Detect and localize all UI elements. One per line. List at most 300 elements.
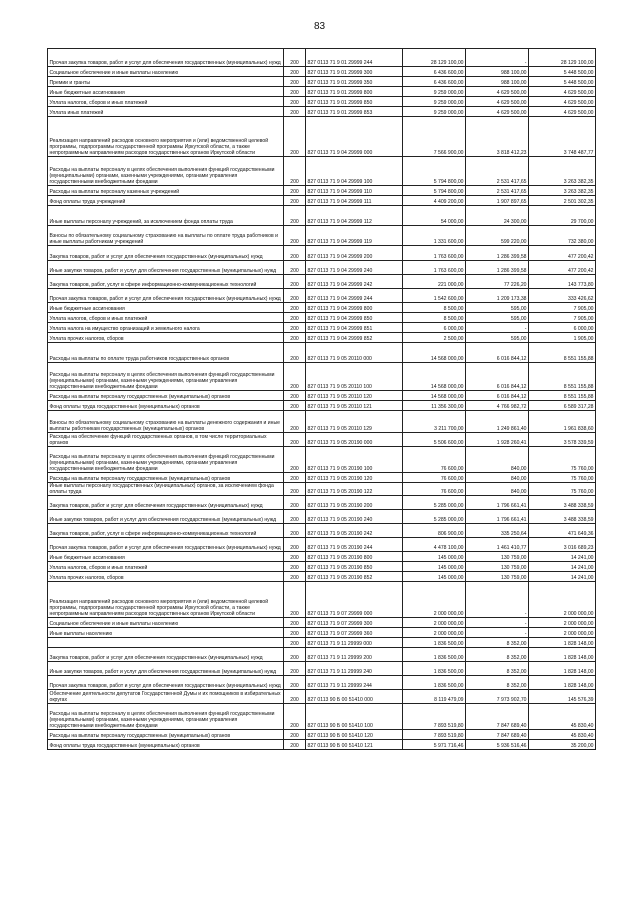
admin-code: 200	[284, 562, 306, 572]
approved-amount: 9 259 000,00	[403, 97, 466, 107]
budget-item-name: Прочая закупка товаров, работ и услуг для обеспечения государственных (муниципальных) нужд	[48, 289, 284, 303]
admin-code: 200	[284, 524, 306, 538]
admin-code: 200	[284, 343, 306, 363]
table-row	[48, 662, 596, 676]
budget-item-name: Иные выплаты населению	[48, 628, 284, 638]
unexecuted-amount: 6 589 317,28	[529, 401, 596, 411]
unexecuted-amount: 8 551 155,88	[529, 363, 596, 391]
approved-amount: 8 119 479,09	[403, 690, 466, 704]
executed-amount: 8 352,00	[466, 662, 529, 676]
approved-amount: 5 506 600,00	[403, 433, 466, 447]
table-row	[48, 704, 596, 730]
unexecuted-amount: 8 551 155,88	[529, 391, 596, 401]
budget-item-name: Уплата иных платежей	[48, 107, 284, 117]
unexecuted-amount: 1 828 148,00	[529, 648, 596, 662]
executed-amount: 130 759,00	[466, 552, 529, 562]
executed-amount: 2 531 417,65	[466, 186, 529, 196]
table-row	[48, 676, 596, 690]
admin-code: 200	[284, 391, 306, 401]
executed-amount: 77 226,20	[466, 275, 529, 289]
budget-classification-code: 827 0113 71 9 04 29999 110	[306, 186, 403, 196]
approved-amount: 5 971 716,46	[403, 740, 466, 750]
table-row	[48, 638, 596, 648]
budget-classification-code: 827 0113 71 9 11 29999 240	[306, 662, 403, 676]
page-number: 83	[313, 21, 326, 32]
executed-amount: 2 531 417,65	[466, 157, 529, 186]
approved-amount: 5 794 800,00	[403, 157, 466, 186]
approved-amount: 2 000 000,00	[403, 618, 466, 628]
budget-classification-code: 827 0113 71 9 05 20110 129	[306, 411, 403, 433]
table-row	[48, 740, 596, 750]
unexecuted-amount: 4 629 500,00	[529, 107, 596, 117]
budget-item-name: Расходы на выплаты персоналу в целях обеспечения выполнения функций государственными (муниципальными) органами, казенными учреждениями, органами управления государственными внебюджетными фондами	[48, 447, 284, 473]
budget-classification-code: 827 0113 71 9 05 20190 800	[306, 552, 403, 562]
executed-amount: 8 352,00	[466, 648, 529, 662]
table-row	[48, 538, 596, 552]
executed-amount: -	[466, 323, 529, 333]
budget-classification-code: 827 0113 71 9 05 20190 100	[306, 447, 403, 473]
budget-classification-code: 827 0113 71 9 04 29999 242	[306, 275, 403, 289]
budget-item-name: Реализация направлений расходов основного мероприятия и (или) ведомственной целевой программы, подпрограммы государственной программы Иркутской области, а также непрограммным направлениям расходов государственных органов Иркутской области	[48, 117, 284, 157]
budget-classification-code: 827 0113 71 9 04 29999 852	[306, 333, 403, 343]
approved-amount: 76 600,00	[403, 447, 466, 473]
unexecuted-amount: 45 830,40	[529, 704, 596, 730]
unexecuted-amount: 28 129 100,00	[529, 49, 596, 67]
budget-item-name: Уплата налога на имущество организаций и земельного налога	[48, 323, 284, 333]
table-row	[48, 67, 596, 77]
admin-code: 200	[284, 107, 306, 117]
executed-amount: -	[466, 628, 529, 638]
table-row	[48, 275, 596, 289]
budget-item-name: Фонд оплаты труда учреждений	[48, 196, 284, 206]
executed-amount: 7 847 689,40	[466, 730, 529, 740]
budget-item-name: Иные закупки товаров, работ и услуг для обеспечения государственных (муниципальных) нужд	[48, 662, 284, 676]
budget-classification-code: 827 0113 71 9 01 29999 800	[306, 87, 403, 97]
budget-item-name: Закупка товаров, работ, услуг в сфере информационно-коммуникационных технологий	[48, 524, 284, 538]
table-row	[48, 186, 596, 196]
unexecuted-amount: 3 263 382,35	[529, 157, 596, 186]
approved-amount: 54 000,00	[403, 206, 466, 226]
table-row	[48, 648, 596, 662]
unexecuted-amount: 14 241,00	[529, 552, 596, 562]
admin-code: 200	[284, 226, 306, 246]
approved-amount: 806 900,00	[403, 524, 466, 538]
budget-item-name: Прочая закупка товаров, работ и услуг для обеспечения государственных (муниципальных) нужд	[48, 676, 284, 690]
admin-code: 200	[284, 275, 306, 289]
budget-item-name: Реализация направлений расходов основного мероприятия и (или) ведомственной целевой программы, подпрограммы государственной программы Иркутской области, а также непрограммным направлениям расходов государственных органов Иркутской области	[48, 582, 284, 618]
unexecuted-amount: 6 000,00	[529, 323, 596, 333]
unexecuted-amount: 333 426,62	[529, 289, 596, 303]
admin-code: 200	[284, 628, 306, 638]
admin-code: 200	[284, 510, 306, 524]
executed-amount: 1 796 661,41	[466, 510, 529, 524]
table-row	[48, 289, 596, 303]
approved-amount: 7 893 519,80	[403, 704, 466, 730]
unexecuted-amount: 5 448 500,00	[529, 67, 596, 77]
executed-amount: 7 847 689,40	[466, 704, 529, 730]
approved-amount: 6 436 600,00	[403, 77, 466, 87]
admin-code: 200	[284, 496, 306, 510]
table-row	[48, 49, 596, 67]
table-row	[48, 343, 596, 363]
executed-amount: 1 907 897,65	[466, 196, 529, 206]
unexecuted-amount: 2 000 000,00	[529, 582, 596, 618]
budget-item-name: Расходы на выплаты персоналу в целях обеспечения выполнения функций государственными (муниципальными) органами, казенными учреждениями, органами управления государственными внебюджетными фондами	[48, 157, 284, 186]
budget-item-name	[48, 638, 284, 648]
admin-code: 200	[284, 618, 306, 628]
approved-amount: 8 500,00	[403, 313, 466, 323]
table-row	[48, 303, 596, 313]
approved-amount: 14 568 000,00	[403, 343, 466, 363]
admin-code: 200	[284, 730, 306, 740]
executed-amount: -	[466, 618, 529, 628]
unexecuted-amount: 7 905,00	[529, 303, 596, 313]
executed-amount: 4 629 500,00	[466, 87, 529, 97]
table-row	[48, 107, 596, 117]
unexecuted-amount: 477 200,42	[529, 261, 596, 275]
unexecuted-amount: 5 448 500,00	[529, 77, 596, 87]
executed-amount: 1 209 173,38	[466, 289, 529, 303]
approved-amount: 4 478 100,00	[403, 538, 466, 552]
budget-item-name: Уплата налогов, сборов и иных платежей	[48, 562, 284, 572]
executed-amount: 6 016 844,12	[466, 343, 529, 363]
table-row	[48, 323, 596, 333]
approved-amount: 145 000,00	[403, 562, 466, 572]
budget-item-name: Иные закупки товаров, работ и услуг для обеспечения государственных (муниципальных) нужд	[48, 261, 284, 275]
approved-amount: 1 836 500,00	[403, 676, 466, 690]
budget-classification-code: 827 0113 71 9 07 29999 360	[306, 628, 403, 638]
admin-code: 200	[284, 433, 306, 447]
table-row	[48, 196, 596, 206]
budget-classification-code: 827 0113 71 9 04 29999 244	[306, 289, 403, 303]
budget-classification-code: 827 0113 71 9 05 20190 120	[306, 473, 403, 483]
admin-code: 200	[284, 87, 306, 97]
budget-classification-code: 827 0113 71 9 04 29999 850	[306, 313, 403, 323]
unexecuted-amount: 8 551 155,88	[529, 343, 596, 363]
admin-code: 200	[284, 323, 306, 333]
unexecuted-amount: 3 488 338,59	[529, 510, 596, 524]
approved-amount: 5 285 000,00	[403, 510, 466, 524]
table-row	[48, 473, 596, 483]
table-row	[48, 447, 596, 473]
approved-amount: 1 763 600,00	[403, 261, 466, 275]
table-row	[48, 401, 596, 411]
executed-amount: 24 300,00	[466, 206, 529, 226]
budget-item-name: Социальное обеспечение и иные выплаты населению	[48, 67, 284, 77]
table-row	[48, 97, 596, 107]
table-row	[48, 618, 596, 628]
budget-item-name: Премии и гранты	[48, 77, 284, 87]
budget-classification-code: 827 0113 71 9 01 29999 244	[306, 49, 403, 67]
unexecuted-amount: 75 760,00	[529, 447, 596, 473]
budget-item-name: Иные выплаты персоналу государственных (муниципальных) органов, за исключением фонда оплаты труда	[48, 483, 284, 496]
table-row	[48, 582, 596, 618]
table-row	[48, 226, 596, 246]
budget-classification-code: 827 0113 71 9 11 29999 244	[306, 676, 403, 690]
executed-amount: 130 759,00	[466, 572, 529, 582]
budget-item-name: Расходы на выплаты персоналу государственных (муниципальных) органов	[48, 730, 284, 740]
budget-item-name: Социальное обеспечение и иные выплаты населению	[48, 618, 284, 628]
budget-item-name: Взносы по обязательному социальному страхованию на выплаты по оплате труда работников и иные выплаты работникам учреждений	[48, 226, 284, 246]
admin-code: 200	[284, 552, 306, 562]
admin-code: 200	[284, 582, 306, 618]
table-row	[48, 261, 596, 275]
budget-classification-code: 827 0113 71 9 04 29999 000	[306, 117, 403, 157]
approved-amount: 9 259 000,00	[403, 87, 466, 97]
budget-item-name: Обеспечение деятельности депутатов Государственной Думы и их помощников в избирательных округах	[48, 690, 284, 704]
executed-amount: 599 220,00	[466, 226, 529, 246]
approved-amount: 1 836 500,00	[403, 662, 466, 676]
unexecuted-amount: 45 830,40	[529, 730, 596, 740]
budget-item-name: Расходы на выплаты персоналу казенных учреждений	[48, 186, 284, 196]
table-row	[48, 562, 596, 572]
admin-code: 200	[284, 690, 306, 704]
executed-amount: 1 461 410,77	[466, 538, 529, 552]
executed-amount: 1 286 399,58	[466, 261, 529, 275]
admin-code: 200	[284, 538, 306, 552]
admin-code: 200	[284, 246, 306, 261]
budget-classification-code: 827 0113 71 9 04 29999 800	[306, 303, 403, 313]
table-row	[48, 411, 596, 433]
approved-amount: 11 356 300,00	[403, 401, 466, 411]
unexecuted-amount: 1 828 148,00	[529, 676, 596, 690]
table-row	[48, 628, 596, 638]
budget-item-name: Расходы на выплаты по оплате труда работников государственных органов	[48, 343, 284, 363]
unexecuted-amount: 29 700,00	[529, 206, 596, 226]
executed-amount: 1 249 861,40	[466, 411, 529, 433]
approved-amount: 9 259 000,00	[403, 107, 466, 117]
admin-code: 200	[284, 67, 306, 77]
approved-amount: 1 542 600,00	[403, 289, 466, 303]
table-row	[48, 117, 596, 157]
approved-amount: 76 600,00	[403, 483, 466, 496]
budget-item-name: Фонд оплаты труда государственных (муниципальных) органов	[48, 401, 284, 411]
budget-item-name: Уплата прочих налогов, сборов	[48, 333, 284, 343]
executed-amount: -	[466, 582, 529, 618]
table-row	[48, 524, 596, 538]
budget-classification-code: 827 0113 71 9 04 29999 240	[306, 261, 403, 275]
budget-classification-code: 827 0113 71 9 05 20190 240	[306, 510, 403, 524]
budget-classification-code: 827 0113 71 9 01 29999 850	[306, 97, 403, 107]
unexecuted-amount: 2 501 302,35	[529, 196, 596, 206]
budget-classification-code: 827 0113 71 9 05 20190 850	[306, 562, 403, 572]
budget-item-name: Иные бюджетные ассигнования	[48, 552, 284, 562]
approved-amount: 2 000 000,00	[403, 582, 466, 618]
executed-amount: 4 629 500,00	[466, 97, 529, 107]
budget-classification-code: 827 0113 71 9 05 20110 120	[306, 391, 403, 401]
budget-classification-code: 827 0113 71 9 01 29999 350	[306, 77, 403, 87]
table-row	[48, 246, 596, 261]
approved-amount: 145 000,00	[403, 552, 466, 562]
budget-classification-code: 827 0113 71 9 05 20190 242	[306, 524, 403, 538]
budget-classification-code: 827 0113 71 9 05 20190 122	[306, 483, 403, 496]
admin-code: 200	[284, 186, 306, 196]
approved-amount: 76 600,00	[403, 473, 466, 483]
admin-code: 200	[284, 572, 306, 582]
budget-classification-code: 827 0113 71 9 07 29999 000	[306, 582, 403, 618]
admin-code: 200	[284, 676, 306, 690]
executed-amount: 335 250,64	[466, 524, 529, 538]
admin-code: 200	[284, 363, 306, 391]
executed-amount: 988 100,00	[466, 77, 529, 87]
executed-amount: 6 016 844,12	[466, 363, 529, 391]
table-row	[48, 333, 596, 343]
executed-amount: 8 352,00	[466, 676, 529, 690]
executed-amount: 840,00	[466, 473, 529, 483]
executed-amount: -	[466, 49, 529, 67]
admin-code: 200	[284, 333, 306, 343]
admin-code: 200	[284, 662, 306, 676]
admin-code: 200	[284, 303, 306, 313]
executed-amount: 840,00	[466, 447, 529, 473]
unexecuted-amount: 732 380,00	[529, 226, 596, 246]
approved-amount: 3 211 700,00	[403, 411, 466, 433]
budget-classification-code: 827 0113 71 9 05 20110 121	[306, 401, 403, 411]
table-row	[48, 157, 596, 186]
unexecuted-amount: 14 241,00	[529, 562, 596, 572]
budget-classification-code: 827 0113 71 9 04 29999 851	[306, 323, 403, 333]
table-row	[48, 510, 596, 524]
budget-classification-code: 827 0113 90 Б 00 51410 120	[306, 730, 403, 740]
approved-amount: 14 568 000,00	[403, 363, 466, 391]
unexecuted-amount: 1 828 148,00	[529, 638, 596, 648]
executed-amount: 595,00	[466, 303, 529, 313]
unexecuted-amount: 1 828 148,00	[529, 662, 596, 676]
approved-amount: 8 500,00	[403, 303, 466, 313]
admin-code: 200	[284, 473, 306, 483]
executed-amount: 1 286 399,58	[466, 246, 529, 261]
admin-code: 200	[284, 117, 306, 157]
budget-classification-code: 827 0113 71 9 01 29999 853	[306, 107, 403, 117]
budget-item-name: Расходы на выплаты персоналу государственных (муниципальных) органов	[48, 391, 284, 401]
budget-classification-code: 827 0113 71 9 05 20190 852	[306, 572, 403, 582]
executed-amount: 840,00	[466, 483, 529, 496]
table-row	[48, 572, 596, 582]
budget-classification-code: 827 0113 71 9 05 20110 000	[306, 343, 403, 363]
budget-classification-code: 827 0113 71 9 04 29999 100	[306, 157, 403, 186]
admin-code: 200	[284, 411, 306, 433]
table-row	[48, 730, 596, 740]
executed-amount: 3 818 412,23	[466, 117, 529, 157]
table-row	[48, 206, 596, 226]
unexecuted-amount: 75 760,00	[529, 483, 596, 496]
admin-code: 200	[284, 401, 306, 411]
executed-amount: 4 766 982,72	[466, 401, 529, 411]
budget-classification-code: 827 0113 90 Б 00 51410 000	[306, 690, 403, 704]
unexecuted-amount: 471 649,36	[529, 524, 596, 538]
budget-execution-table	[47, 48, 596, 750]
budget-classification-code: 827 0113 71 9 07 29999 300	[306, 618, 403, 628]
budget-classification-code: 827 0113 71 9 01 29999 300	[306, 67, 403, 77]
executed-amount: 8 352,00	[466, 638, 529, 648]
approved-amount: 2 500,00	[403, 333, 466, 343]
executed-amount: 5 936 516,46	[466, 740, 529, 750]
budget-item-name: Закупка товаров, работ и услуг для обеспечения государственных (муниципальных) нужд	[48, 246, 284, 261]
budget-item-name: Уплата налогов, сборов и иных платежей	[48, 313, 284, 323]
approved-amount: 221 000,00	[403, 275, 466, 289]
budget-classification-code: 827 0113 71 9 04 29999 119	[306, 226, 403, 246]
budget-item-name: Уплата налогов, сборов и иных платежей	[48, 97, 284, 107]
approved-amount: 1 836 500,00	[403, 648, 466, 662]
budget-classification-code: 827 0113 71 9 04 29999 200	[306, 246, 403, 261]
unexecuted-amount: 75 760,00	[529, 473, 596, 483]
approved-amount: 1 763 600,00	[403, 246, 466, 261]
unexecuted-amount: 3 578 339,59	[529, 433, 596, 447]
budget-item-name: Расходы на выплаты персоналу в целях обеспечения выполнения функций государственными (муниципальными) органами, казенными учреждениями, органами управления государственными внебюджетными фондами	[48, 704, 284, 730]
budget-classification-code: 827 0113 71 9 11 29999 000	[306, 638, 403, 648]
admin-code: 200	[284, 447, 306, 473]
table-row	[48, 690, 596, 704]
approved-amount: 1 836 500,00	[403, 638, 466, 648]
budget-item-name: Расходы на обеспечение функций государственных органов, в том числе территориальных органов	[48, 433, 284, 447]
budget-item-name: Иные бюджетные ассигнования	[48, 87, 284, 97]
unexecuted-amount: 4 629 500,00	[529, 97, 596, 107]
budget-classification-code: 827 0113 71 9 04 29999 112	[306, 206, 403, 226]
budget-item-name: Расходы на выплаты персоналу государственных (муниципальных) органов	[48, 473, 284, 483]
budget-classification-code: 827 0113 71 9 11 29999 200	[306, 648, 403, 662]
approved-amount: 7 566 900,00	[403, 117, 466, 157]
budget-item-name: Расходы на выплаты персоналу в целях обеспечения выполнения функций государственными (муниципальными) органами, казенными учреждениями, органами управления государственными внебюджетными фондами	[48, 363, 284, 391]
unexecuted-amount: 7 905,00	[529, 313, 596, 323]
unexecuted-amount: 477 200,42	[529, 246, 596, 261]
unexecuted-amount: 35 200,00	[529, 740, 596, 750]
approved-amount: 4 409 200,00	[403, 196, 466, 206]
executed-amount: 7 973 902,70	[466, 690, 529, 704]
admin-code: 200	[284, 77, 306, 87]
admin-code: 200	[284, 196, 306, 206]
approved-amount: 145 000,00	[403, 572, 466, 582]
admin-code: 200	[284, 483, 306, 496]
admin-code: 200	[284, 704, 306, 730]
budget-item-name: Прочая закупка товаров, работ и услуг для обеспечения государственных (муниципальных) нужд	[48, 49, 284, 67]
budget-item-name: Иные бюджетные ассигнования	[48, 303, 284, 313]
unexecuted-amount: 2 000 000,00	[529, 618, 596, 628]
table-row	[48, 87, 596, 97]
budget-classification-code: 827 0113 90 Б 00 51410 121	[306, 740, 403, 750]
budget-item-name: Иные закупки товаров, работ и услуг для обеспечения государственных (муниципальных) нужд	[48, 510, 284, 524]
admin-code: 200	[284, 97, 306, 107]
executed-amount: 595,00	[466, 333, 529, 343]
unexecuted-amount: 4 629 500,00	[529, 87, 596, 97]
executed-amount: 988 100,00	[466, 67, 529, 77]
unexecuted-amount: 1 905,00	[529, 333, 596, 343]
approved-amount: 6 436 600,00	[403, 67, 466, 77]
unexecuted-amount: 3 488 338,59	[529, 496, 596, 510]
admin-code: 200	[284, 740, 306, 750]
table-row	[48, 363, 596, 391]
admin-code: 200	[284, 49, 306, 67]
executed-amount: 130 759,00	[466, 562, 529, 572]
budget-classification-code: 827 0113 90 Б 00 51410 100	[306, 704, 403, 730]
approved-amount: 5 794 800,00	[403, 186, 466, 196]
budget-classification-code: 827 0113 71 9 05 20190 244	[306, 538, 403, 552]
approved-amount: 7 893 519,80	[403, 730, 466, 740]
budget-item-name: Фонд оплаты труда государственных (муниципальных) органов	[48, 740, 284, 750]
approved-amount: 6 000,00	[403, 323, 466, 333]
admin-code: 200	[284, 157, 306, 186]
table-row	[48, 313, 596, 323]
unexecuted-amount: 1 961 838,60	[529, 411, 596, 433]
table-row	[48, 391, 596, 401]
unexecuted-amount: 3 016 689,23	[529, 538, 596, 552]
approved-amount: 14 568 000,00	[403, 391, 466, 401]
admin-code: 200	[284, 289, 306, 303]
admin-code: 200	[284, 648, 306, 662]
table-row	[48, 483, 596, 496]
admin-code: 200	[284, 206, 306, 226]
unexecuted-amount: 143 773,80	[529, 275, 596, 289]
approved-amount: 2 000 000,00	[403, 628, 466, 638]
